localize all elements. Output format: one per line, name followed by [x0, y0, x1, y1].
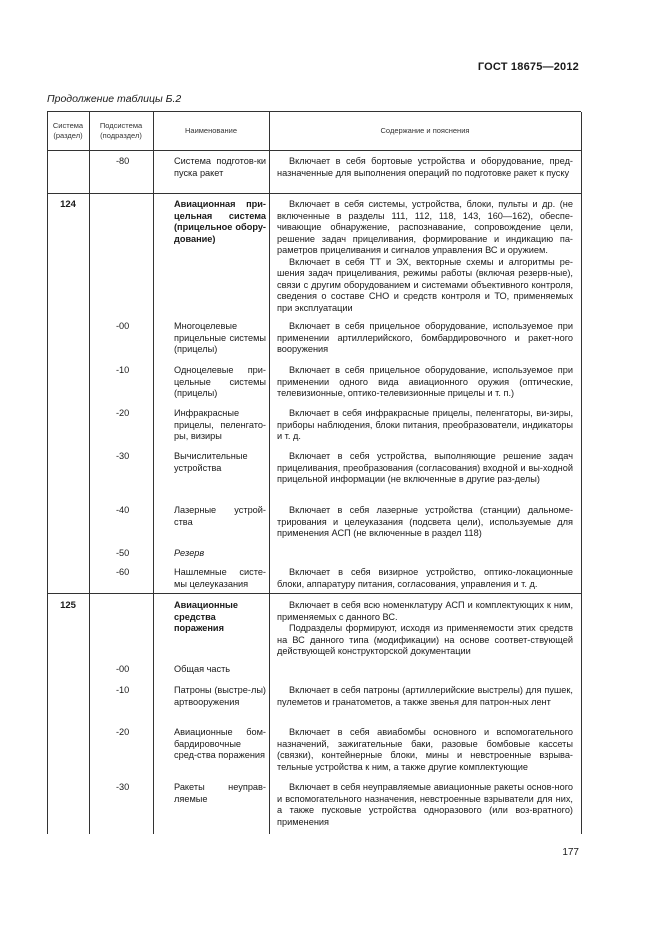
header-name: Наименование — [185, 126, 237, 135]
row-subsystem: -30 — [116, 451, 130, 461]
content-table — [47, 111, 581, 834]
row-subsystem: -00 — [116, 664, 130, 674]
table-border-right — [581, 112, 582, 834]
header-subsystem: Подсистема (подраздел) — [99, 121, 143, 140]
column-divider — [89, 112, 90, 834]
row-subsystem: -40 — [116, 505, 130, 515]
row-subsystem: -60 — [116, 567, 130, 577]
row-content: Включает в себя инфракрасные прицелы, пеленгаторы, ви-зиры, приборы наблюдения, блоки питания, преобразователи, индикаторы и т. д. — [277, 408, 573, 441]
row-system: 125 — [60, 600, 76, 611]
row-content: Включает в себя бортовые устройства и оборудование, пред-назначенные для выполнения операций по подготовке ракет к пуску — [277, 156, 573, 178]
row-content: Включает в себя прицельное оборудование, используемое при применении одного вида авиационного оружия (оптические, телевизионные, оптико-телевизионные прицелы и т. п.) — [277, 365, 573, 398]
row-content: Включает в себя патроны (артиллерийские выстрелы) для пушек, пулеметов и гранатометов, а также звенья для патрон-ных лент — [277, 685, 573, 707]
row-separator — [47, 593, 581, 594]
row-content: Включает в себя авиабомбы основного и вспомогательного назначений, зажигательные баки, разовые бомбовые кассеты (связки), контейнерные блоки, мины и невстроенные взрыва-тельные устройства к ним, а также другие комплектующие — [277, 727, 573, 772]
row-content: Включает в себя всю номенклатуру АСП и комплектующих к ним, применяемых с данного ВС. Подразделы формируют, исходя из применяемости этих средств на ВС данного типа (модификации) на основе соответ-ствующей действующей конструкторской документации — [277, 600, 573, 656]
row-name: Авиационная при-цельная система (прицельное обору-дование) — [174, 199, 266, 244]
row-content: Включает в себя визирное устройство, оптико-локационные блоки, аппаратуру питания, согласования, управления и т. д. — [277, 567, 573, 589]
row-name: Авиационные бом-бардировочные сред-ства поражения — [174, 727, 266, 760]
row-system: 124 — [60, 199, 76, 210]
row-content: Включает в себя прицельное оборудование, используемое при применении артиллерийского, бомбардировочного и ракет-ного вооружения — [277, 321, 573, 354]
header-system: Система (раздел) — [52, 121, 84, 140]
row-subsystem: -10 — [116, 685, 130, 695]
table-border-left — [47, 112, 48, 834]
row-subsystem: -30 — [116, 782, 130, 792]
row-content: Включает в себя неуправляемые авиационные ракеты основ-ного и вспомогательного назначения, невстроенные взрыватели для них, а также пусковые устройства одноразового (или воз-вратного) применения — [277, 782, 573, 827]
row-name: Патроны (выстре-лы) артвооружения — [174, 685, 266, 707]
row-name: Авиационные средства поражения — [174, 600, 239, 633]
row-content: Включает в себя устройства, выполняющие решение задач прицеливания, преобразования (согласования) входной и вы-ходной прицельной информации (не включенные в другие раз-делы) — [277, 451, 573, 484]
row-subsystem: -00 — [116, 321, 130, 331]
row-separator — [47, 193, 581, 194]
row-name: Вычислительные устройства — [174, 451, 248, 473]
column-divider — [153, 112, 154, 834]
table-caption: Продолжение таблицы Б.2 — [47, 93, 182, 105]
row-name: Многоцелевые прицельные системы (прицелы) — [174, 321, 266, 354]
row-content: Включает в себя системы, устройства, блоки, пульты и др. (не включенные в разделы 111, 112, 118, 143, 160—162), обеспе-чивающие обнаружение, распознавание, сопровождение цели, решение задач прицеливания, формирование и индикацию па-раметров прицеливания и сигналов управления ВС и оружием. Включает в себя ТТ и ЭХ, векторные схемы и алгоритмы ре-шения задач прицеливания, режимы работы (включая резерв-ные), связи с другим оборудованием и системами объективного контроля, сведения о составе СНО и средств контроля и ТО, применяемых при эксплуатации — [277, 199, 573, 313]
table-header — [47, 112, 581, 151]
document-header: ГОСТ 18675—2012 — [477, 61, 579, 73]
row-name: Инфракрасные прицелы, пеленгато-ры, визиры — [174, 408, 266, 441]
header-content: Содержание и пояснения — [380, 126, 470, 135]
row-name: Ракеты неуправ-ляемые — [174, 782, 266, 804]
row-content: Включает в себя лазерные устройства (станции) дальноме-трирования и целеуказания (подсвета цели), используемые для применения АСП (не включенные в раздел 118) — [277, 505, 573, 538]
row-name: Резерв — [174, 548, 205, 558]
row-name: Лазерные устрой-ства — [174, 505, 266, 527]
row-name: Общая часть — [174, 664, 231, 674]
row-subsystem: -20 — [116, 727, 130, 737]
row-name: Нашлемные систе-мы целеуказания — [174, 567, 266, 589]
row-subsystem: -10 — [116, 365, 130, 375]
column-divider — [269, 112, 270, 834]
row-subsystem: -50 — [116, 548, 130, 558]
page-number: 177 — [562, 847, 579, 858]
row-name: Одноцелевые при-цельные системы (прицелы) — [174, 365, 266, 398]
row-name: Система подготов-ки пуска ракет — [174, 156, 266, 178]
row-subsystem: -20 — [116, 408, 130, 418]
row-subsystem: -80 — [116, 156, 130, 166]
